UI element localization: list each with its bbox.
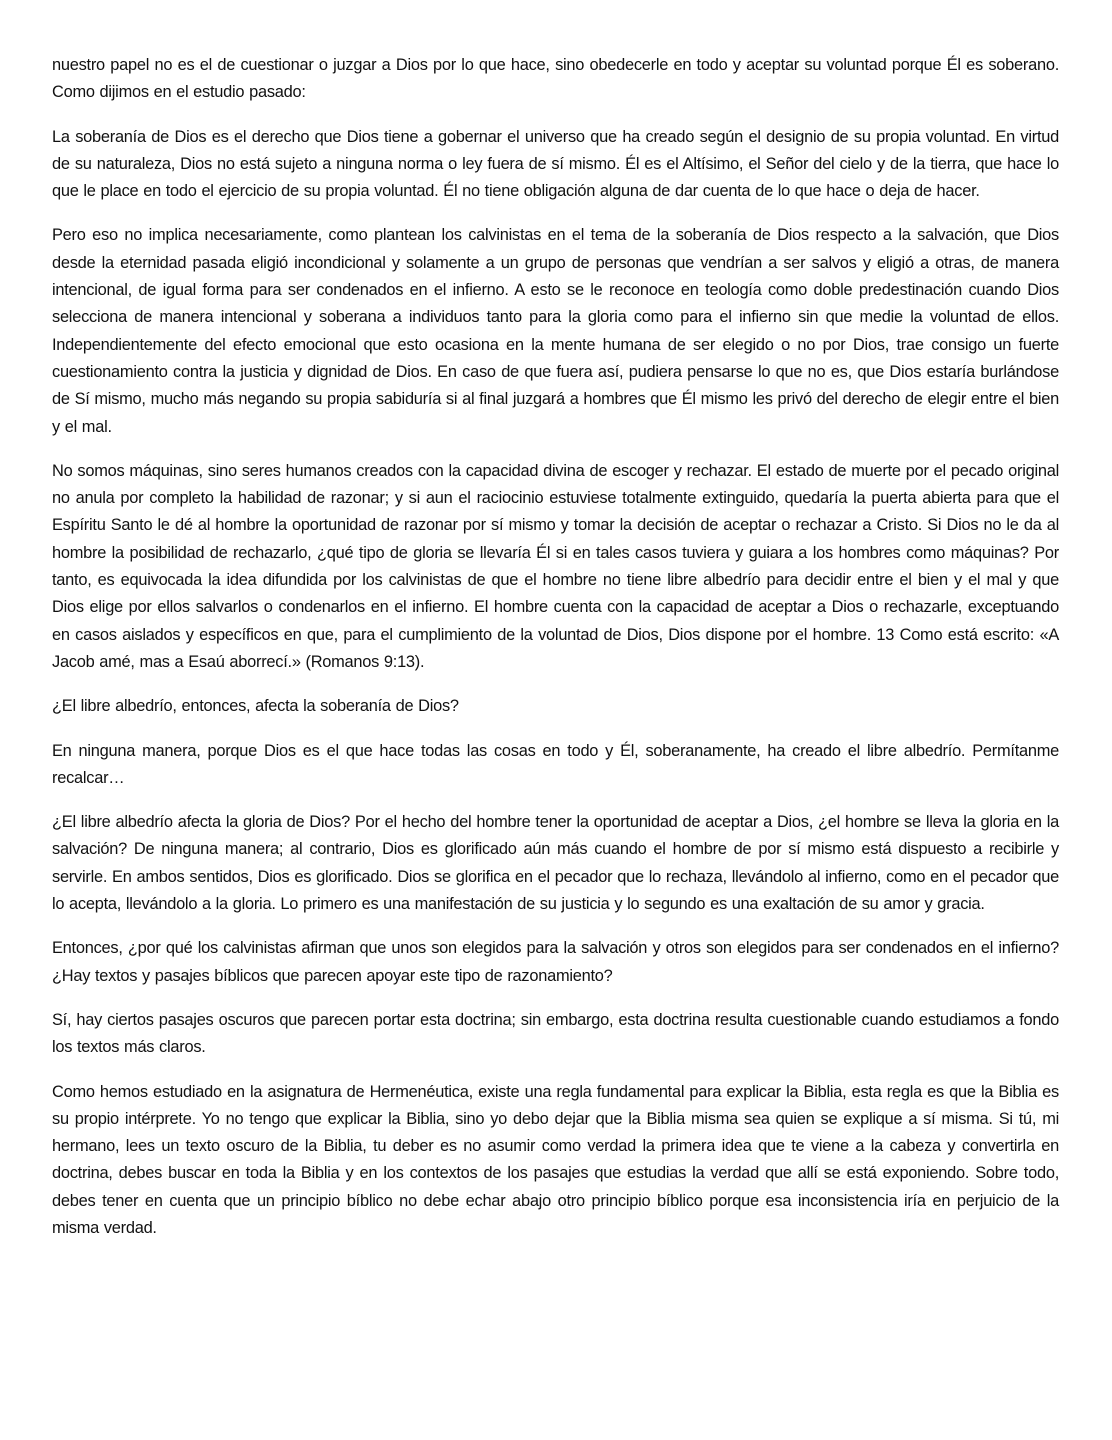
paragraph-glory-of-god: ¿El libre albedrío afecta la gloria de Dios? Por el hecho del hombre tener la oportunidad de aceptar a Dios, ¿el hombre se lleva la gloria en la salvación? De ninguna manera; al contrario, Dios es glorificado aún más cuando el hombre de por sí mismo está dispuesto a recibirle y servirle. En ambos sentidos, Dios es glorificado. Dios se glorifica en el pecador que lo rechaza, llevándolo al infierno, como en el pecador que lo acepta, llevándolo a la gloria. Lo primero es una manifestación de su justicia y lo segundo es una exaltación de su amor y gracia. — [52, 813, 1059, 914]
paragraph-not-machines: No somos máquinas, sino seres humanos creados con la capacidad divina de escoger y rechazar. El estado de muerte por el pecado original no anula por completo la habilidad de razonar; y si aun el raciocinio estuviese totalmente extinguido, quedaría la puerta abierta para que el Espíritu Santo le dé al hombre la oportunidad de razonar por sí mismo y tomar la decisión de aceptar o rechazar a Cristo. Si Dios no le da al hombre la posibilidad de rechazarlo, ¿qué tipo de gloria se llevaría Él si en tales casos tuviera y guiara a los hombres como máquinas? Por tanto, es equivocada la idea difundida por los calvinistas de que el hombre no tiene libre albedrío para decidir entre el bien y el mal y que Dios elige por ellos salvarlos o condenarlos en el infierno. El hombre cuenta con la capacidad de aceptar a Dios o rechazarle, exceptuando en casos aislados y específicos en que, para el cumplimiento de la voluntad de Dios, Dios dispone por el hombre. 13 Como está escrito: «A Jacob amé, mas a Esaú aborrecí.» (Romanos 9:13). — [52, 461, 1059, 671]
paragraph-double-predestination: Pero eso no implica necesariamente, como plantean los calvinistas en el tema de la soberanía de Dios respecto a la salvación, que Dios desde la eternidad pasada eligió incondicional y solamente a un grupo de personas que vendrían a ser salvos y eligió a otras, de manera intencional, de igual forma para ser condenados en el infierno. A esto se le reconoce en teología como doble predestinación cuando Dios selecciona de manera intencional y soberana a individuos tanto para la gloria como para el infierno sin que medie la voluntad de ellos. Independientemente del efecto emocional que esto ocasiona en la mente humana de ser elegido o no por Dios, trae consigo un fuerte cuestionamiento contra la justicia y dignidad de Dios. En caso de que fuera así, pudiera pensarse lo que no es, que Dios estaría burlándose de Sí mismo, mucho más negando su propia sabiduría si al final juzgará a hombres que Él mismo les privó del derecho de elegir entre el bien y el mal. — [52, 226, 1059, 436]
paragraph-question-calvinists: Entonces, ¿por qué los calvinistas afirman que unos son elegidos para la salvación y otros son elegidos para ser condenados en el infierno? ¿Hay textos y pasajes bíblicos que parecen apoyar este tipo de razonamiento? — [52, 939, 1059, 985]
paragraph-hermeneutics: Como hemos estudiado en la asignatura de Hermenéutica, existe una regla fundamental para explicar la Biblia, esta regla es que la Biblia es su propio intérprete. Yo no tengo que explicar la Biblia, sino yo debo dejar que la Biblia misma sea quien se explique a sí misma. Si tú, mi hermano, lees un texto oscuro de la Biblia, tu deber es no asumir como verdad la primera idea que te viene a la cabeza y convertirla en doctrina, debes buscar en toda la Biblia y en los contextos de los pasajes que estudias la verdad que allí se está exponiendo. Sobre todo, debes tener en cuenta que un principio bíblico no debe echar abajo otro principio bíblico porque esa inconsistencia iría en perjuicio de la misma verdad. — [52, 1082, 1059, 1237]
paragraph-sovereignty-definition: La soberanía de Dios es el derecho que Dios tiene a gobernar el universo que ha creado según el designio de su propia voluntad. En virtud de su naturaleza, Dios no está sujeto a ninguna norma o ley fuera de sí mismo. Él es el Altísimo, el Señor del cielo y de la tierra, que hace lo que le place en todo el ejercicio de su propia voluntad. Él no tiene obligación alguna de dar cuenta de lo que hace o deja de hacer. — [52, 127, 1059, 201]
document-page — [52, 52, 1059, 1259]
paragraph-answer-sovereignty: En ninguna manera, porque Dios es el que hace todas las cosas en todo y Él, soberanamente, ha creado el libre albedrío. Permítanme recalcar… — [52, 741, 1059, 787]
paragraph-question-sovereignty: ¿El libre albedrío, entonces, afecta la soberanía de Dios? — [52, 697, 459, 716]
paragraph-obscure-passages: Sí, hay ciertos pasajes oscuros que parecen portar esta doctrina; sin embargo, esta doctrina resulta cuestionable cuando estudiamos a fondo los textos más claros. — [52, 1010, 1059, 1057]
paragraph-role-of-man: nuestro papel no es el de cuestionar o juzgar a Dios por lo que hace, sino obedecerle en todo y aceptar su voluntad porque Él es soberano. Como dijimos en el estudio pasado: — [52, 56, 1059, 102]
